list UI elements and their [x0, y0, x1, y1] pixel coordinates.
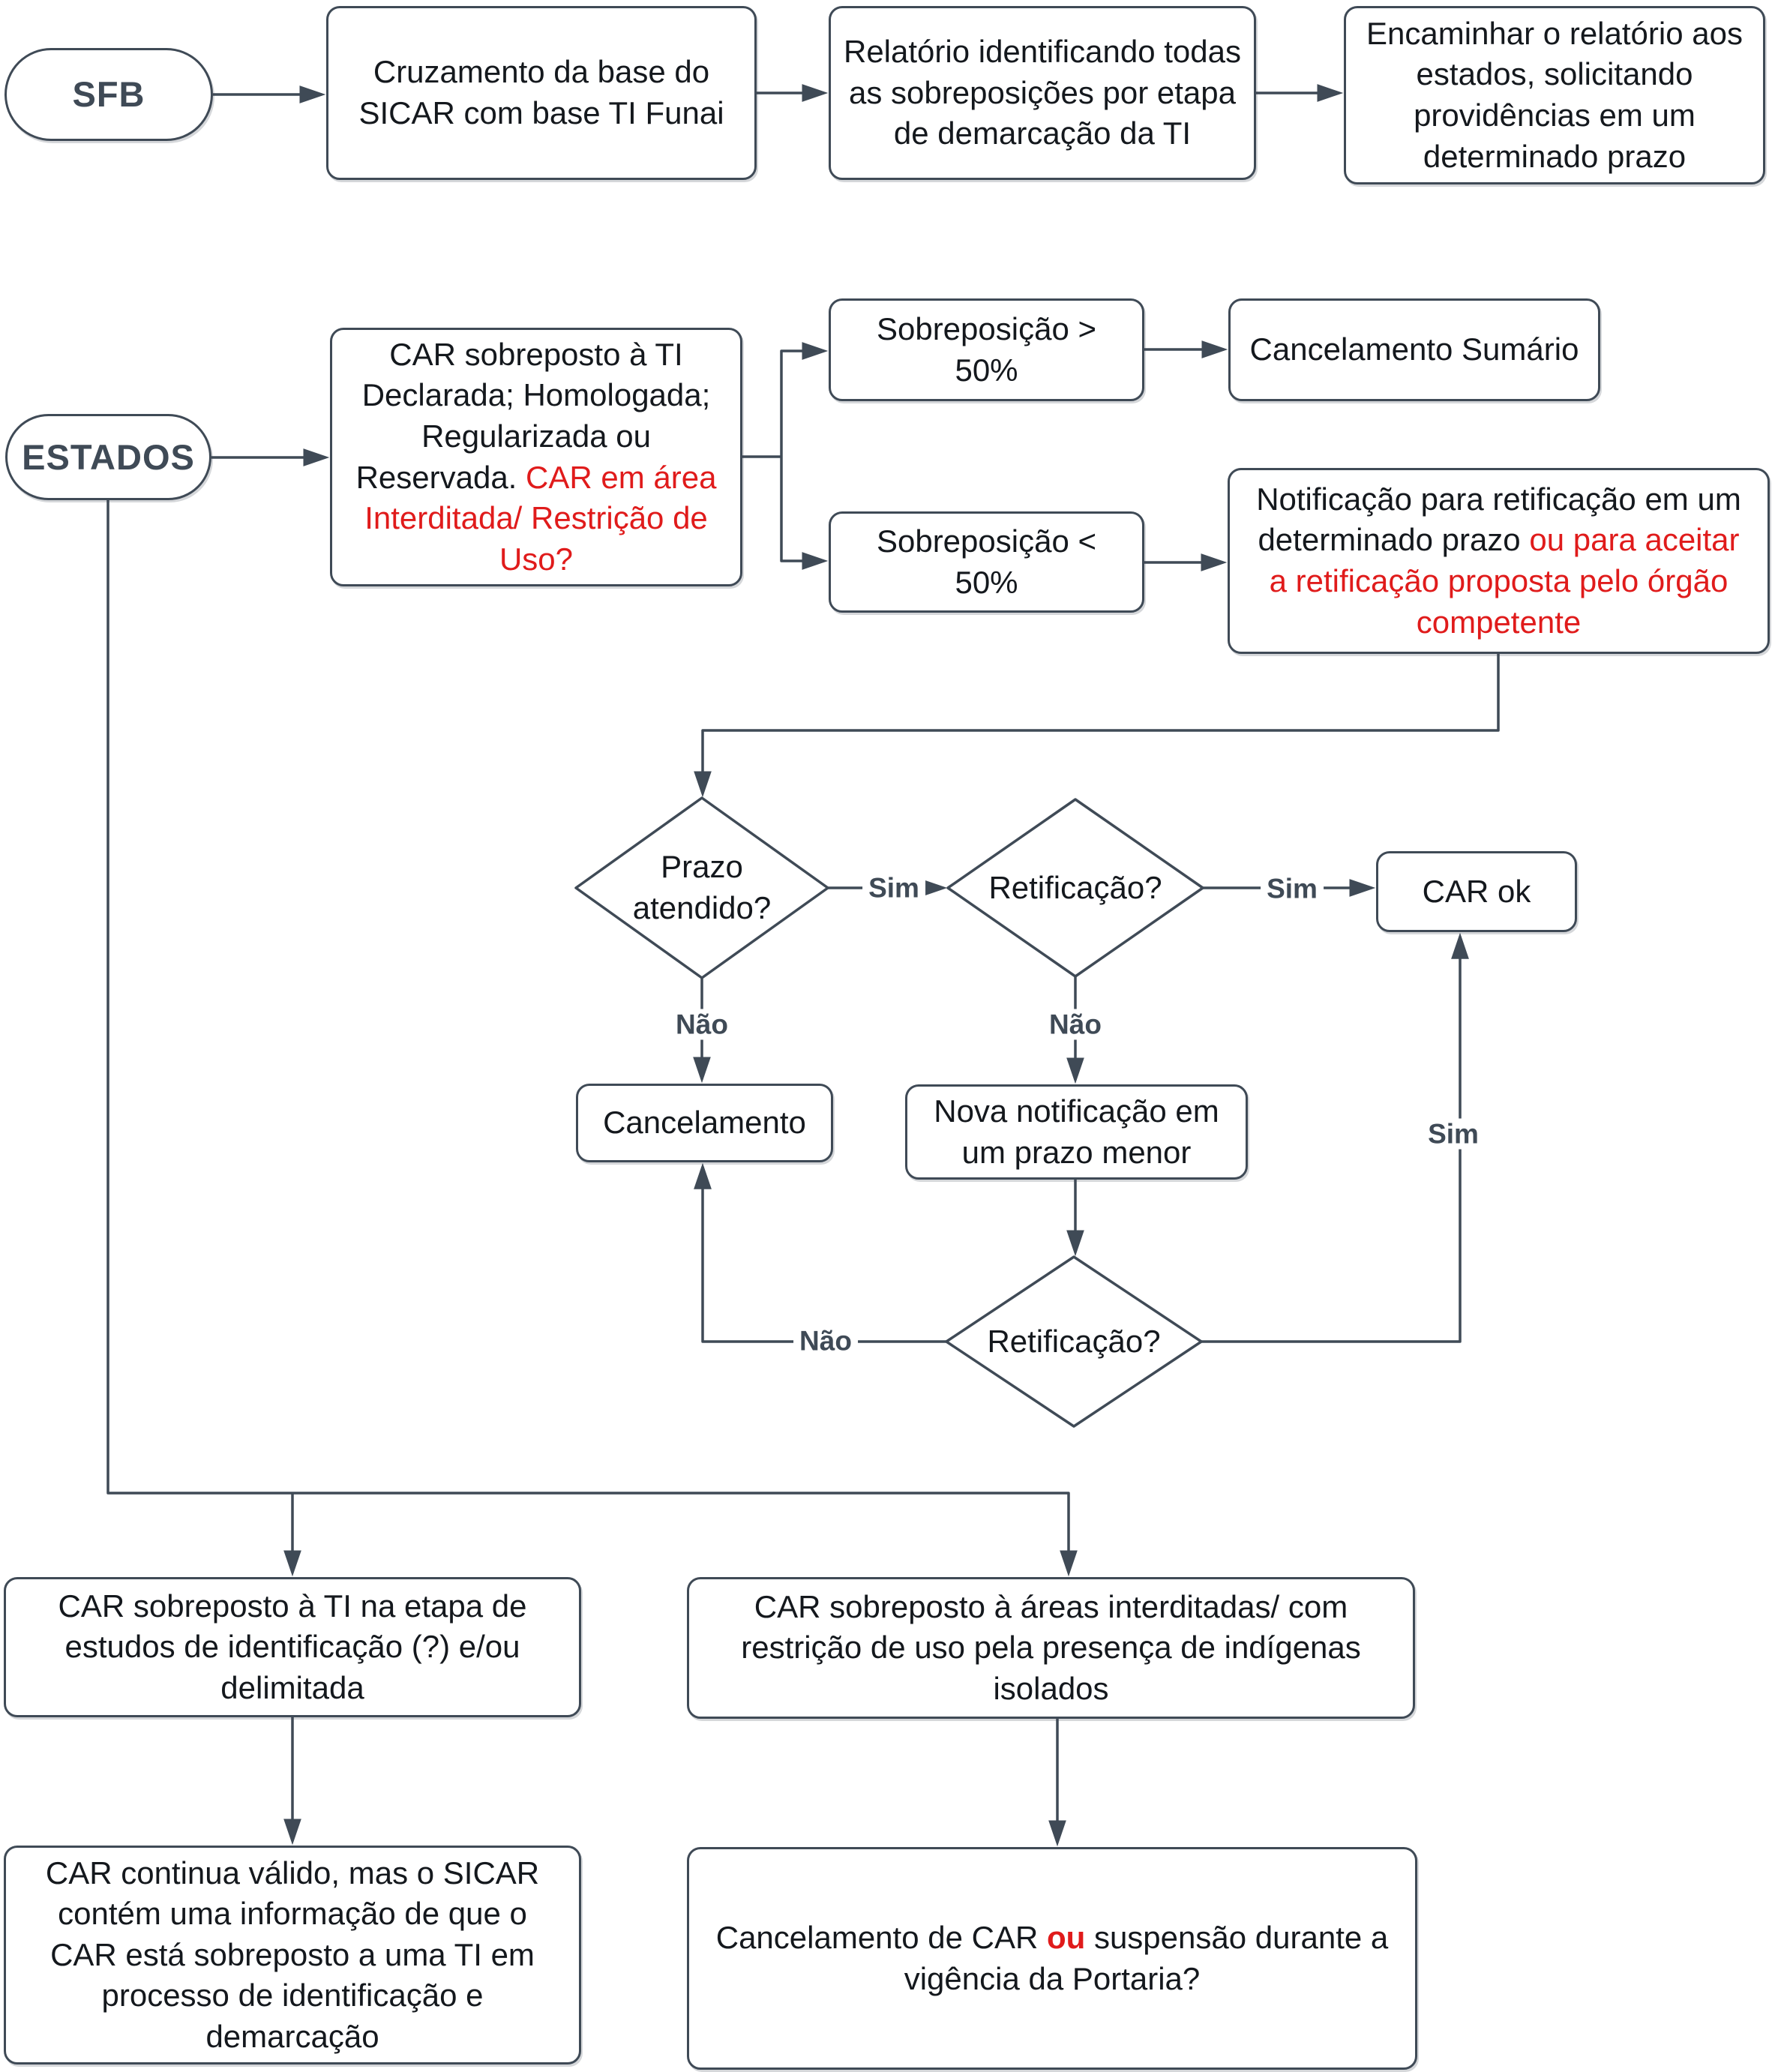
node-sobreposicao-maior-50	[829, 298, 1144, 401]
node-cancelamento-sumario	[1228, 298, 1600, 401]
node-sobreposicao-menor-50	[829, 511, 1144, 613]
prazo-atendido-text: Prazo atendido?	[632, 849, 772, 925]
node-cruzamento-text: Cruzamento da base do SICAR com base TI Funai	[358, 54, 724, 130]
node-cancelamento-suspensao	[687, 1847, 1417, 2070]
node-sfb-label: SFB	[72, 74, 145, 115]
car-interditadas-text: CAR sobreposto à áreas interditadas/ com restrição de uso pela presença de indígenas isolados	[741, 1588, 1361, 1706]
cancelamento-text: Cancelamento	[603, 1105, 806, 1141]
edge-label-sim-retificacao2: Sim	[1422, 1119, 1485, 1150]
edge-notificacao-to-prazo	[703, 654, 1498, 793]
edge-retificacao2-nao-cancelamento	[703, 1167, 946, 1342]
node-notificacao	[1228, 468, 1770, 654]
node-car-sobreposto	[330, 328, 742, 586]
notificacao-dark-text: Notificação para retificação em um determinado prazo	[1256, 481, 1741, 558]
retificacao-1-text: Retificação?	[988, 869, 1162, 905]
node-sfb	[4, 48, 213, 141]
edge-label-nao-retificacao2: Não	[793, 1326, 858, 1357]
notificacao-red-text: ou para aceitar a retificação proposta pelo órgão competente	[1269, 522, 1740, 640]
suspensao-pre-text: Cancelamento de CAR	[715, 1919, 1047, 1955]
car-sobreposto-dark-text: CAR sobreposto à TI Declarada; Homologada; Regularizada ou Reservada.	[355, 336, 711, 495]
node-cruzamento	[326, 6, 757, 180]
edge-estados-to-car-interditadas	[108, 500, 1069, 1573]
car-estudos-text: CAR sobreposto à TI na etapa de estudos de identificação (?) e/ou delimitada	[58, 1588, 527, 1705]
edge-label-sim-retificacao1: Sim	[1261, 874, 1324, 904]
node-encaminhar	[1344, 6, 1765, 184]
node-estados	[5, 414, 211, 500]
node-relatorio	[829, 6, 1256, 180]
node-cancelamento	[576, 1084, 833, 1162]
nova-notificacao-text: Nova notificação em um prazo menor	[934, 1093, 1219, 1170]
node-car-estudos	[4, 1577, 581, 1717]
sobreposicao-maior-text: Sobreposição > 50%	[876, 310, 1097, 388]
node-notificacao-text	[1251, 479, 1747, 643]
node-retificacao-2	[961, 1297, 1186, 1387]
node-car-sobreposto-text	[346, 334, 727, 580]
node-car-ok	[1376, 851, 1577, 932]
suspensao-post-text: suspensão durante a vigência da Portaria?	[904, 1919, 1389, 1996]
car-ok-text: CAR ok	[1422, 873, 1531, 909]
node-car-interditadas	[687, 1577, 1415, 1719]
node-retificacao-1	[963, 843, 1188, 933]
car-sobreposto-red-text: CAR em área Interditada/ Restrição de Uso?	[364, 459, 717, 577]
edge-split-to-sobre-maior	[781, 351, 824, 457]
node-relatorio-text: Relatório identificando todas as sobreposições por etapa de demarcação da TI	[843, 34, 1241, 151]
edge-label-nao-prazo: Não	[670, 1009, 734, 1040]
node-estados-label: ESTADOS	[22, 436, 195, 477]
node-prazo-atendido	[612, 828, 792, 948]
node-car-valido	[4, 1846, 581, 2065]
node-nova-notificacao	[905, 1084, 1248, 1180]
node-encaminhar-text: Encaminhar o relatório aos estados, solicitando providências em um determinado prazo	[1366, 15, 1743, 174]
suspensao-ou-red-text: ou	[1046, 1919, 1086, 1955]
sobreposicao-menor-text: Sobreposição < 50%	[876, 523, 1097, 600]
edge-label-nao-retificacao1: Não	[1043, 1009, 1108, 1040]
edge-label-sim-prazo: Sim	[862, 873, 925, 904]
edge-split-to-sobre-menor	[781, 457, 824, 561]
cancelamento-suspensao-text	[706, 1918, 1399, 1999]
car-valido-text: CAR continua válido, mas o SICAR contém uma informação de que o CAR está sobreposto a uma TI em processo de identificação e demarcação	[45, 1855, 540, 2054]
retificacao-2-text: Retificação?	[987, 1323, 1161, 1359]
cancelamento-sumario-text: Cancelamento Sumário	[1249, 331, 1579, 367]
